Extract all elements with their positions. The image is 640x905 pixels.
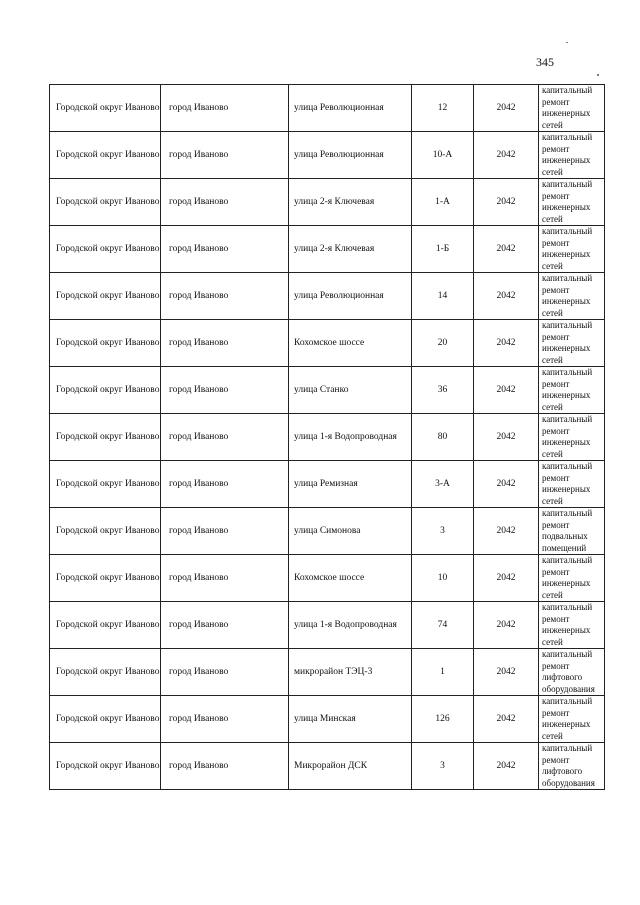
city-cell: город Иваново: [161, 743, 289, 790]
district-cell: Городской округ Иваново: [50, 649, 161, 696]
year-cell: 2042: [474, 743, 539, 790]
city-cell: город Иваново: [161, 367, 289, 414]
district-cell: Городской округ Иваново: [50, 226, 161, 273]
year-cell: 2042: [474, 85, 539, 132]
street-cell: улица Минская: [289, 696, 412, 743]
work-type-cell: капитальный ремонт инженерных сетей: [539, 85, 605, 132]
street-cell: улица Революционная: [289, 85, 412, 132]
street-cell: улица 2-я Ключевая: [289, 179, 412, 226]
district-cell: Городской округ Иваново: [50, 602, 161, 649]
table-row: [50, 696, 605, 743]
house-number-cell: 36: [412, 367, 474, 414]
district-cell: Городской округ Иваново: [50, 179, 161, 226]
house-number-cell: 20: [412, 320, 474, 367]
district-cell: Городской округ Иваново: [50, 743, 161, 790]
year-cell: 2042: [474, 555, 539, 602]
district-cell: Городской округ Иваново: [50, 508, 161, 555]
scan-speck: [597, 74, 599, 76]
page-number: 345: [536, 55, 554, 69]
work-type-cell: капитальный ремонт инженерных сетей: [539, 555, 605, 602]
work-type-cell: капитальный ремонт инженерных сетей: [539, 602, 605, 649]
house-number-cell: 10: [412, 555, 474, 602]
city-cell: город Иваново: [161, 602, 289, 649]
year-cell: 2042: [474, 273, 539, 320]
street-cell: Кохомское шоссе: [289, 555, 412, 602]
work-type-cell: капитальный ремонт инженерных сетей: [539, 132, 605, 179]
year-cell: 2042: [474, 696, 539, 743]
street-cell: улица 1-я Водопроводная: [289, 414, 412, 461]
house-number-cell: 3: [412, 508, 474, 555]
street-cell: улица Симонова: [289, 508, 412, 555]
city-cell: город Иваново: [161, 85, 289, 132]
district-cell: Городской округ Иваново: [50, 696, 161, 743]
street-cell: улица 1-я Водопроводная: [289, 602, 412, 649]
table-row: [50, 132, 605, 179]
table-row: [50, 179, 605, 226]
table-row: [50, 461, 605, 508]
year-cell: 2042: [474, 602, 539, 649]
housing-repair-table: [49, 84, 605, 790]
city-cell: город Иваново: [161, 696, 289, 743]
table-row: [50, 649, 605, 696]
street-cell: улица Революционная: [289, 273, 412, 320]
year-cell: 2042: [474, 320, 539, 367]
city-cell: город Иваново: [161, 273, 289, 320]
district-cell: Городской округ Иваново: [50, 320, 161, 367]
table-body: [50, 85, 605, 790]
table-row: [50, 555, 605, 602]
work-type-cell: капитальный ремонт инженерных сетей: [539, 226, 605, 273]
work-type-cell: капитальный ремонт инженерных сетей: [539, 273, 605, 320]
work-type-cell: капитальный ремонт лифтового оборудования: [539, 743, 605, 790]
year-cell: 2042: [474, 367, 539, 414]
work-type-cell: капитальный ремонт инженерных сетей: [539, 320, 605, 367]
city-cell: город Иваново: [161, 226, 289, 273]
table-row: [50, 414, 605, 461]
table-row: [50, 273, 605, 320]
city-cell: город Иваново: [161, 555, 289, 602]
district-cell: Городской округ Иваново: [50, 461, 161, 508]
street-cell: улица Станко: [289, 367, 412, 414]
table-row: [50, 226, 605, 273]
house-number-cell: 1-Б: [412, 226, 474, 273]
street-cell: микрорайон ТЭЦ-3: [289, 649, 412, 696]
table-row: [50, 320, 605, 367]
district-cell: Городской округ Иваново: [50, 414, 161, 461]
city-cell: город Иваново: [161, 179, 289, 226]
table-row: [50, 367, 605, 414]
district-cell: Городской округ Иваново: [50, 555, 161, 602]
work-type-cell: капитальный ремонт подвальных помещений: [539, 508, 605, 555]
house-number-cell: 80: [412, 414, 474, 461]
work-type-cell: капитальный ремонт лифтового оборудования: [539, 649, 605, 696]
city-cell: город Иваново: [161, 414, 289, 461]
street-cell: улица 2-я Ключевая: [289, 226, 412, 273]
district-cell: Городской округ Иваново: [50, 367, 161, 414]
house-number-cell: 14: [412, 273, 474, 320]
city-cell: город Иваново: [161, 132, 289, 179]
street-cell: Кохомское шоссе: [289, 320, 412, 367]
house-number-cell: 3-А: [412, 461, 474, 508]
table-row: [50, 508, 605, 555]
house-number-cell: 126: [412, 696, 474, 743]
district-cell: Городской округ Иваново: [50, 273, 161, 320]
table-row: [50, 743, 605, 790]
work-type-cell: капитальный ремонт инженерных сетей: [539, 179, 605, 226]
street-cell: улица Ремизная: [289, 461, 412, 508]
city-cell: город Иваново: [161, 508, 289, 555]
year-cell: 2042: [474, 461, 539, 508]
year-cell: 2042: [474, 508, 539, 555]
street-cell: Микрорайон ДСК: [289, 743, 412, 790]
district-cell: Городской округ Иваново: [50, 85, 161, 132]
table-row: [50, 85, 605, 132]
table-row: [50, 602, 605, 649]
house-number-cell: 1: [412, 649, 474, 696]
house-number-cell: 12: [412, 85, 474, 132]
work-type-cell: капитальный ремонт инженерных сетей: [539, 414, 605, 461]
year-cell: 2042: [474, 649, 539, 696]
work-type-cell: капитальный ремонт инженерных сетей: [539, 696, 605, 743]
district-cell: Городской округ Иваново: [50, 132, 161, 179]
house-number-cell: 3: [412, 743, 474, 790]
year-cell: 2042: [474, 226, 539, 273]
scan-speck: [566, 42, 568, 43]
city-cell: город Иваново: [161, 649, 289, 696]
house-number-cell: 74: [412, 602, 474, 649]
work-type-cell: капитальный ремонт инженерных сетей: [539, 461, 605, 508]
work-type-cell: капитальный ремонт инженерных сетей: [539, 367, 605, 414]
house-number-cell: 10-А: [412, 132, 474, 179]
year-cell: 2042: [474, 132, 539, 179]
house-number-cell: 1-А: [412, 179, 474, 226]
year-cell: 2042: [474, 414, 539, 461]
street-cell: улица Революционная: [289, 132, 412, 179]
city-cell: город Иваново: [161, 320, 289, 367]
year-cell: 2042: [474, 179, 539, 226]
city-cell: город Иваново: [161, 461, 289, 508]
